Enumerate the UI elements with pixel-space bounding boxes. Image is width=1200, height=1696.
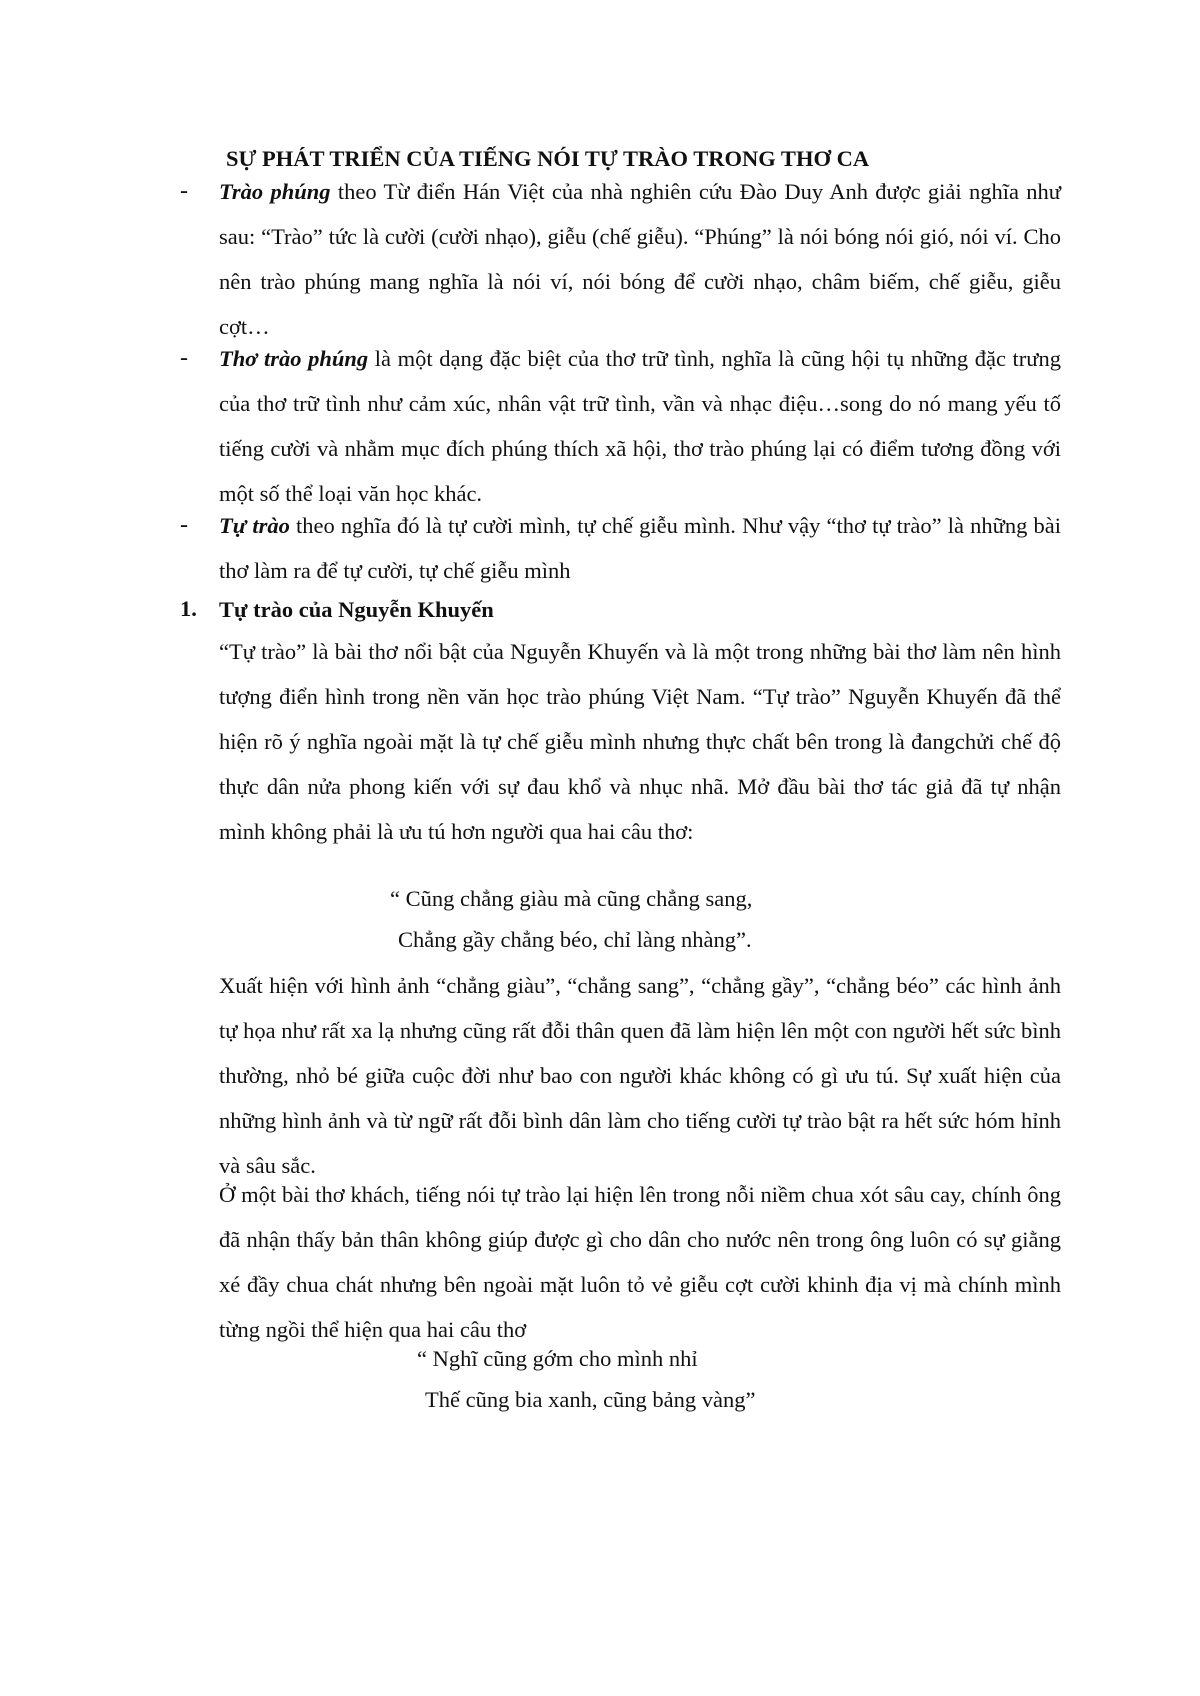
verse-line: Thế cũng bia xanh, cũng bảng vàng” <box>425 1387 756 1412</box>
verse-line: Chẳng gầy chẳng béo, chỉ làng nhàng”. <box>398 927 752 952</box>
definition-term: Trào phúng <box>219 179 331 204</box>
definition-term: Thơ trào phúng <box>219 346 369 371</box>
definition-text: là một dạng đặc biệt của thơ trữ tình, nghĩa là cũng hội tụ những đặc trưng của thơ trữ tình như cảm xúc, nhân vật trữ tình, vần và nhạc điệu…song do nó mang yếu tố tiếng cười và nhằm mục đích phúng thích xã hội, thơ trào phúng lại có điểm tương đồng với một số thể loại văn học khác. <box>219 346 1061 506</box>
paragraph: “Tự trào” là bài thơ nổi bật của Nguyễn Khuyến và là một trong những bài thơ làm nên hình tượng điển hình trong nền văn học trào phúng Việt Nam. “Tự trào” Nguyễn Khuyến đã thể hiện rõ ý nghĩa ngoài mặt là tự chế giễu mình nhưng thực chất bên trong là đangchửi chế độ thực dân nửa phong kiến với sự đau khổ và nhục nhã. Mở đầu bài thơ tác giả đã tự nhận mình không phải là ưu tú hơn người qua hai câu thơ: <box>219 639 1061 844</box>
definition-tu-trao <box>219 503 1061 593</box>
section-heading: Tự trào của Nguyễn Khuyến <box>219 597 494 622</box>
definition-text: theo Từ điển Hán Việt của nhà nghiên cứu Đào Duy Anh được giải nghĩa như sau: “Trào” tức là cười (cười nhạo), giễu (chế giễu). “Phúng” là nói bóng nói gió, nói ví. Cho nên trào phúng mang nghĩa là nói ví, nói bóng để cười nhạo, châm biếm, chế giễu, giễu cợt… <box>219 179 1061 339</box>
paragraph: Ở một bài thơ khách, tiếng nói tự trào lại hiện lên trong nỗi niềm chua xót sâu cay, chính ông đã nhận thấy bản thân không giúp được gì cho dân cho nước nên trong ông luôn có sự giằng xé đầy chua chát nhưng bên ngoài mặt luôn tỏ vẻ giễu cợt cười khinh địa vị mà chính mình từng ngồi thể hiện qua hai câu thơ <box>219 1182 1061 1342</box>
definition-term: Tự trào <box>219 513 290 538</box>
verse-line: “ Nghĩ cũng gớm cho mình nhỉ <box>417 1346 698 1371</box>
definition-text: theo nghĩa đó là tự cười mình, tự chế giễu mình. Như vậy “thơ tự trào” là những bài thơ làm ra để tự cười, tự chế giễu mình <box>219 513 1061 583</box>
verse-line: “ Cũng chẳng giàu mà cũng chẳng sang, <box>390 886 753 911</box>
definition-trao-phung <box>219 169 1061 349</box>
definition-tho-trao-phung <box>219 336 1061 516</box>
bullet-marker: - <box>180 512 188 538</box>
section-number: 1. <box>180 596 197 621</box>
bullet-marker: - <box>180 178 188 204</box>
paragraph: Xuất hiện với hình ảnh “chẳng giàu”, “chẳng sang”, “chẳng gầy”, “chẳng béo” các hình ảnh tự họa như rất xa lạ nhưng cũng rất đỗi thân quen đã làm hiện lên một con người hết sức bình thường, nhỏ bé giữa cuộc đời như bao con người khác không có gì ưu tú. Sự xuất hiện của những hình ảnh và từ ngữ rất đỗi bình dân làm cho tiếng cười tự trào bật ra hết sức hóm hỉnh và sâu sắc. <box>219 973 1061 1178</box>
bullet-marker: - <box>180 345 188 371</box>
document-title: SỰ PHÁT TRIỂN CỦA TIẾNG NÓI TỰ TRÀO TRONG THƠ CA <box>226 146 870 171</box>
